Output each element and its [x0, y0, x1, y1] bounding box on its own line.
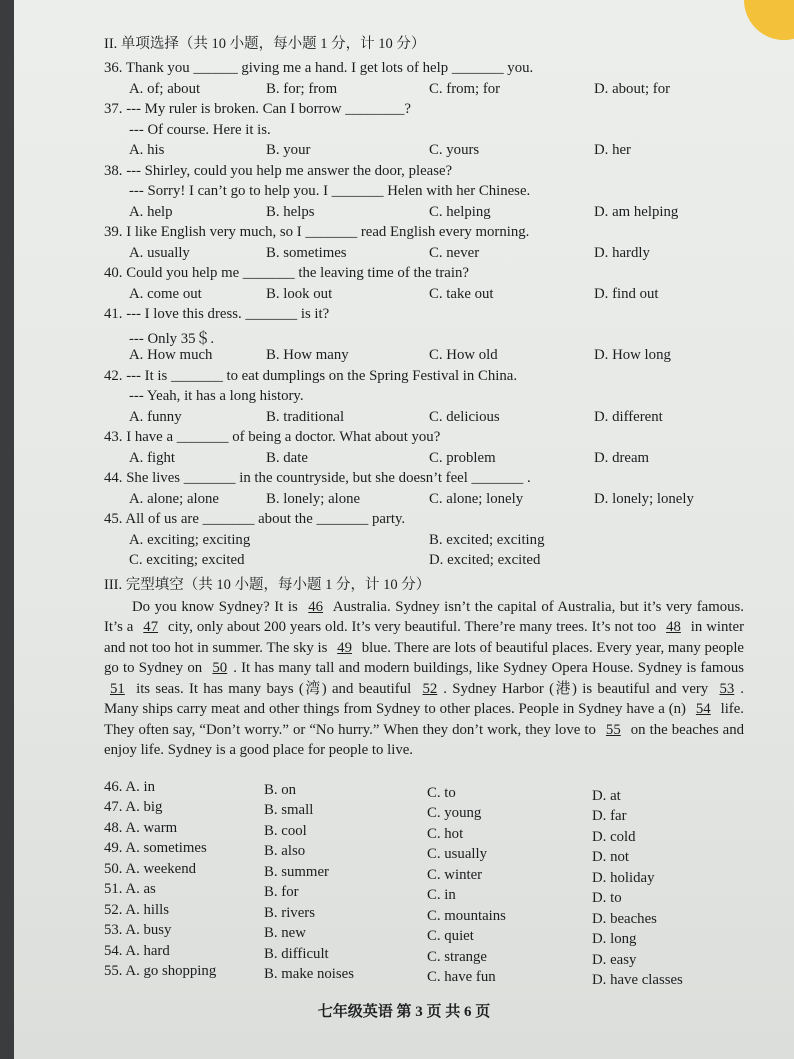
passage-text: its seas. It has many bays (湾) and beautiful — [130, 680, 417, 697]
cloze-option-b: B. rivers — [264, 904, 315, 921]
cloze-option-d: D. beaches — [592, 910, 657, 927]
question-dialogue-line: --- Only 35＄. — [129, 330, 215, 347]
option-a: A. his — [129, 142, 165, 158]
section-2-heading: II. 单项选择（共 10 小题，每小题 1 分，计 10 分） — [104, 36, 426, 52]
cloze-option-b: B. on — [264, 781, 297, 798]
option-c: C. alone; lonely — [429, 490, 524, 507]
option-c: C. yours — [429, 142, 480, 158]
cloze-option-a: 50. A. weekend — [104, 860, 197, 877]
option-a: A. of; about — [129, 80, 201, 97]
cloze-option-a: 48. A. warm — [104, 819, 178, 836]
cloze-option-d: D. have classes — [592, 972, 683, 988]
cloze-option-d: D. cold — [592, 828, 636, 845]
passage-text: life. They often say, “Don’t worry.” or “No hurry.” When they don’t work, they love to — [104, 701, 745, 738]
cloze-blank-46: 46 — [308, 598, 324, 615]
option-d: D. dream — [594, 449, 650, 466]
cloze-option-b: B. for — [264, 884, 299, 900]
cloze-blank-48: 48 — [666, 619, 681, 635]
option-d: D. about; for — [594, 80, 671, 97]
passage-text: . Sydney Harbor (港) is beautiful and very — [443, 680, 714, 697]
option-c: C. from; for — [429, 80, 501, 97]
question-dialogue-line: --- Yeah, it has a long history. — [129, 388, 304, 404]
option-b: B. sometimes — [266, 244, 347, 261]
cloze-option-b: B. difficult — [264, 945, 329, 962]
option-c: C. problem — [429, 449, 496, 466]
cloze-passage — [104, 597, 744, 761]
cloze-option-c: C. to — [427, 784, 456, 801]
passage-text: in winter and not too hot in summer. The sky is — [104, 619, 744, 656]
option-a: A. How much — [129, 347, 213, 363]
option-d: D. excited; excited — [429, 552, 541, 568]
cloze-blank-52: 52 — [422, 680, 438, 697]
cloze-option-c: C. usually — [427, 846, 488, 862]
option-d: D. hardly — [594, 244, 650, 261]
cloze-option-a: 51. A. as — [104, 881, 156, 897]
cloze-option-b: B. summer — [264, 863, 329, 880]
option-b: B. excited; exciting — [429, 531, 545, 548]
option-d: D. lonely; lonely — [594, 490, 694, 507]
cloze-option-b: B. also — [264, 843, 306, 859]
option-c: C. How old — [429, 347, 498, 363]
passage-text: Do you know Sydney? It is — [132, 598, 303, 615]
question-stem: 40. Could you help me _______ the leaving time of the train? — [104, 265, 469, 281]
option-b: B. look out — [266, 285, 333, 302]
question-stem: 38. --- Shirley, could you help me answer the door, please? — [104, 162, 453, 179]
option-d: D. her — [594, 142, 631, 158]
cloze-blank-55: 55 — [605, 721, 621, 738]
option-a: A. exciting; exciting — [129, 531, 251, 548]
cloze-option-a: 55. A. go shopping — [104, 963, 217, 979]
question-stem: 36. Thank you ______ giving me a hand. I get lots of help _______ you. — [104, 60, 534, 76]
option-c: C. take out — [429, 285, 494, 302]
cloze-blank-47: 47 — [143, 619, 159, 635]
cloze-option-c: C. hot — [427, 825, 464, 842]
option-a: A. funny — [129, 408, 182, 425]
passage-text: . It has many tall and modern buildings, like Sydney Opera House. Sydney is famous — [233, 660, 744, 676]
cloze-option-b: B. new — [264, 925, 306, 941]
question-dialogue-line: --- Sorry! I can’t go to help you. I _______ Helen with her Chinese. — [129, 183, 531, 199]
option-b: B. How many — [266, 347, 349, 363]
option-a: A. help — [129, 203, 173, 220]
question-stem: 44. She lives _______ in the countryside, but she doesn’t feel _______ . — [104, 470, 531, 486]
cloze-option-b: B. cool — [264, 822, 307, 839]
question-stem: 37. --- My ruler is broken. Can I borrow ________? — [104, 101, 411, 117]
question-stem: 39. I like English very much, so I _______ read English every morning. — [104, 224, 530, 240]
cloze-option-d: D. to — [592, 890, 622, 906]
option-b: B. traditional — [266, 408, 345, 425]
passage-text: . Many ships carry meat and other things from Sydney to other places. People in Sydney have a (n) — [104, 680, 744, 717]
cloze-option-c: C. in — [427, 887, 456, 903]
cloze-option-a: 46. A. in — [104, 778, 155, 795]
cloze-blank-49: 49 — [337, 639, 352, 656]
question-stem: 43. I have a _______ of being a doctor. What about you? — [104, 429, 441, 445]
cloze-option-d: D. not — [592, 849, 629, 865]
cloze-option-d: D. easy — [592, 951, 637, 968]
option-c: C. helping — [429, 203, 491, 220]
corner-object — [744, 0, 794, 40]
cloze-blank-50: 50 — [212, 660, 228, 676]
passage-text: Australia. Sydney isn’t the capital of Australia, but it’s very famous. It’s a — [104, 598, 744, 635]
cloze-option-c: C. mountains — [427, 907, 506, 924]
option-a: A. alone; alone — [129, 490, 219, 507]
option-a: A. usually — [129, 244, 190, 261]
cloze-option-a: 54. A. hard — [104, 942, 170, 959]
cloze-option-c: C. winter — [427, 866, 483, 883]
option-b: B. for; from — [266, 80, 338, 97]
cloze-paragraph — [104, 597, 744, 761]
cloze-option-c: C. strange — [427, 948, 487, 965]
question-stem: 42. --- It is _______ to eat dumplings on the Spring Festival in China. — [104, 367, 518, 384]
option-c: C. delicious — [429, 408, 500, 425]
cloze-blank-53: 53 — [719, 680, 735, 697]
option-a: A. come out — [129, 285, 202, 302]
cloze-option-d: D. at — [592, 787, 621, 804]
option-c: C. never — [429, 244, 480, 261]
question-stem: 45. All of us are _______ about the _______ party. — [104, 511, 406, 527]
cloze-option-b: B. small — [264, 802, 314, 818]
passage-text: on the beaches and enjoy life. Sydney is a good place for people to live. — [104, 721, 744, 758]
cloze-blank-51: 51 — [110, 680, 125, 697]
cloze-option-c: C. have fun — [427, 969, 496, 985]
passage-text: blue. There are lots of beautiful places. Every year, many people go to Sydney on — [104, 639, 744, 676]
page-footer: 七年级英语 第 3 页 共 6 页 — [317, 1004, 491, 1020]
option-b: B. lonely; alone — [266, 490, 361, 507]
cloze-option-d: D. far — [592, 808, 627, 824]
passage-text: city, only about 200 years old. It’s very beautiful. There’re many trees. It’s not too — [164, 619, 661, 635]
option-b: B. helps — [266, 203, 315, 220]
option-d: D. How long — [594, 347, 671, 363]
option-d: D. different — [594, 408, 663, 425]
question-stem: 41. --- I love this dress. _______ is it? — [104, 306, 330, 322]
cloze-option-a: 52. A. hills — [104, 901, 169, 918]
cloze-option-c: C. young — [427, 805, 482, 821]
option-b: B. date — [266, 449, 308, 466]
cloze-option-a: 47. A. big — [104, 799, 163, 815]
cloze-option-a: 53. A. busy — [104, 922, 172, 938]
option-c: C. exciting; excited — [129, 552, 245, 568]
cloze-option-b: B. make noises — [264, 966, 355, 982]
option-d: D. am helping — [594, 203, 679, 220]
exam-page — [14, 0, 794, 1059]
option-a: A. fight — [129, 449, 176, 466]
option-b: B. your — [266, 142, 311, 158]
cloze-option-d: D. long — [592, 931, 637, 947]
cloze-option-d: D. holiday — [592, 869, 655, 886]
cloze-option-a: 49. A. sometimes — [104, 840, 207, 856]
cloze-blank-54: 54 — [695, 701, 711, 717]
question-dialogue-line: --- Of course. Here it is. — [129, 121, 271, 138]
option-d: D. find out — [594, 285, 659, 302]
cloze-option-c: C. quiet — [427, 928, 474, 944]
section-3-heading: III. 完型填空（共 10 小题，每小题 1 分，计 10 分） — [104, 576, 431, 593]
